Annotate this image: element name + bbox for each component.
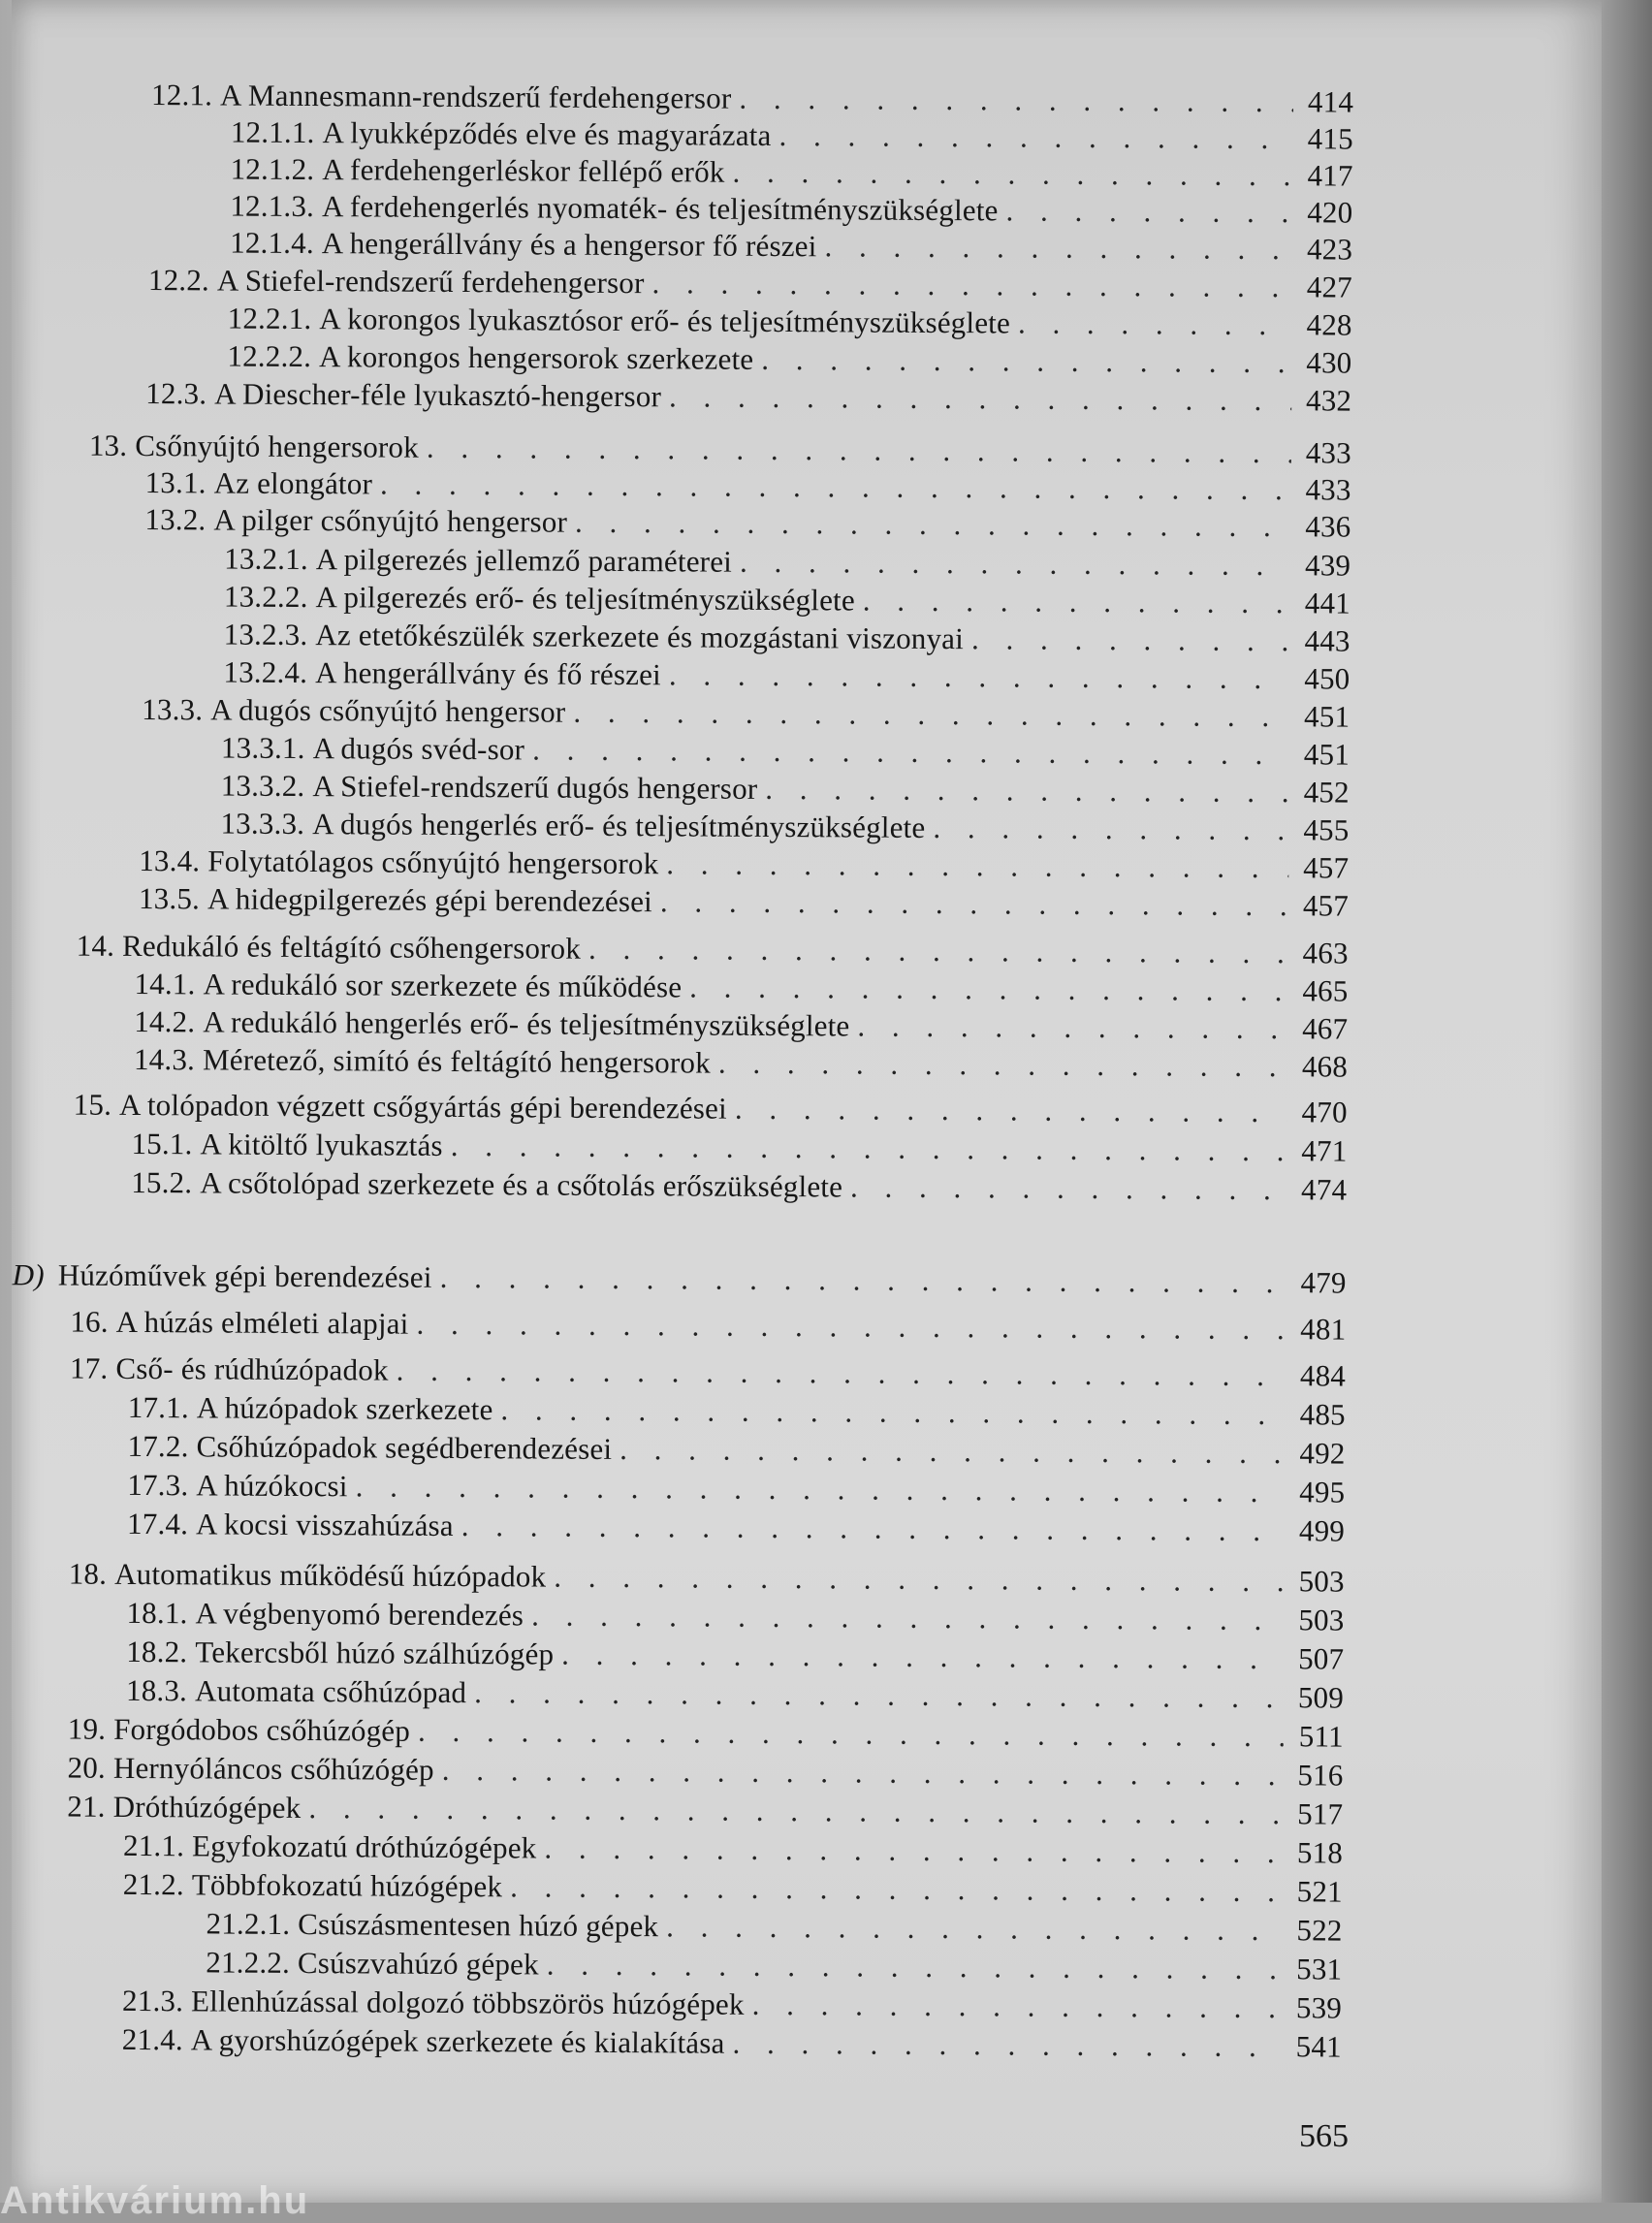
toc-leader (1010, 303, 1292, 344)
toc-leader (567, 503, 1291, 547)
toc-number: 13.2.3. (223, 617, 308, 652)
toc-page: 531 (1296, 1952, 1343, 1986)
toc-number: 15.1. (131, 1126, 193, 1161)
toc-page: 467 (1302, 1011, 1349, 1046)
toc-number: 21.3. (121, 1983, 184, 2018)
toc-title: A hengerállvány és fő részei (315, 655, 662, 692)
toc-page: 450 (1304, 661, 1350, 696)
toc-number: 17.3. (127, 1467, 189, 1503)
toc-leader (524, 730, 1289, 774)
toc-title: A tolópadon végzett csőgyártás gépi berendezései (118, 1087, 727, 1126)
toc-number: 19. (67, 1711, 107, 1746)
toc-title: Automata csőhúzópad (194, 1673, 467, 1710)
toc-page: 433 (1305, 472, 1351, 507)
toc-title: A hengerállvány és a hengersor fő részei (321, 226, 817, 264)
toc-number: 17.4. (127, 1506, 189, 1541)
toc-leader (661, 655, 1290, 698)
toc-number: 16. (70, 1304, 109, 1339)
toc-leader (348, 1467, 1286, 1511)
toc-page: 427 (1306, 270, 1353, 304)
toc-title: A Stiefel-rendszerű ferdehengersor (216, 263, 645, 301)
toc-leader (546, 1558, 1285, 1602)
toc-leader (855, 581, 1290, 622)
toc-page: 503 (1298, 1603, 1345, 1637)
toc-page: 509 (1297, 1680, 1345, 1715)
toc-title: A ferdehengerléskor fellépő erők (322, 152, 725, 189)
toc-leader (524, 1596, 1285, 1639)
toc-page: 463 (1302, 936, 1349, 970)
toc-page: 441 (1304, 586, 1351, 620)
toc-title: A Diescher-féle lyukasztó-hengersor (214, 376, 662, 414)
toc-number: 12.1.3. (230, 188, 315, 224)
toc-leader (724, 2024, 1282, 2067)
toc-page: 522 (1296, 1913, 1343, 1948)
toc-leader (652, 882, 1288, 925)
toc-leader (816, 227, 1292, 269)
toc-leader (771, 116, 1293, 158)
toc-title: A gyorshúzógépek szerkezete és kialakítása (190, 2022, 725, 2060)
toc-number: 20. (67, 1750, 107, 1785)
toc-title: A dugós svéd-sor (312, 731, 525, 767)
toc-page: 468 (1301, 1049, 1349, 1084)
toc-leader (745, 1985, 1283, 2027)
toc-leader (554, 1635, 1284, 1679)
toc-entry (134, 1040, 1348, 1087)
toc-leader (842, 1167, 1287, 1209)
toc-number: 14.1. (134, 966, 196, 1001)
toc-title: A csőtolópad szerkezete és a csőtolás erőszükséglete (200, 1165, 843, 1204)
toc-number: 12.2.1. (227, 301, 312, 336)
toc-leader (682, 968, 1287, 1010)
toc-number: 13.2.2. (223, 579, 308, 615)
toc-title: Ellenhúzással dolgozó többszörös húzógépek (190, 1984, 745, 2021)
toc-number: 21.2. (122, 1866, 184, 1902)
toc-entry (127, 1505, 1345, 1551)
toc-entry (70, 1303, 1346, 1350)
toc-number: 21. (67, 1789, 106, 1824)
toc-page: 481 (1300, 1312, 1347, 1347)
toc-title: Csőnyújtó hengersorok (135, 428, 420, 464)
toc-number: 13.3. (142, 691, 204, 727)
toc-page: 511 (1298, 1719, 1344, 1754)
toc-page: 479 (1300, 1265, 1347, 1300)
toc-leader (443, 1127, 1287, 1170)
toc-leader (434, 1751, 1284, 1794)
toc-leader (492, 1390, 1286, 1434)
toc-title: Csúszásmentesen húzó gépek (298, 1907, 659, 1944)
toc-number: 13.3.1. (220, 730, 305, 766)
toc-page: 423 (1306, 232, 1353, 267)
toc-page: 414 (1307, 84, 1354, 119)
toc-number: 18.3. (125, 1672, 188, 1708)
toc-title: Dróthúzógépek (112, 1789, 302, 1826)
toc-leader (644, 264, 1292, 306)
toc-page: 470 (1301, 1095, 1348, 1129)
toc-title: Redukáló és feltágító csőhengersorok (122, 928, 582, 966)
toc-page: 432 (1305, 383, 1352, 418)
toc-page: 417 (1307, 158, 1353, 193)
toc-title: Csúszvahúzó gépek (297, 1946, 539, 1982)
toc-leader (732, 543, 1290, 586)
toc-number: 18.2. (126, 1634, 188, 1669)
toc-number: 14.3. (133, 1041, 196, 1077)
toc-number: 12.1.1. (230, 114, 315, 150)
toc-number: 12.1. (151, 78, 213, 112)
toc-title: A húzás elméleti alapjai (115, 1304, 409, 1341)
toc-number: 12.1.4. (230, 225, 314, 261)
toc-page: 503 (1298, 1564, 1345, 1599)
toc-leader (753, 340, 1291, 382)
toc-title: A végbenyomó berendezés (195, 1596, 524, 1633)
toc-number: 17. (69, 1350, 109, 1385)
toc-title: Az elongátor (213, 465, 373, 501)
toc-title: A ferdehengerlés nyomaték- és teljesítményszükséglete (321, 189, 999, 228)
toc-title: A kocsi visszahúzása (195, 1507, 454, 1542)
toc-number: 13. (88, 428, 128, 462)
toc-number: 18. (68, 1556, 108, 1591)
toc-leader (998, 191, 1292, 232)
toc-page: 451 (1304, 699, 1350, 734)
toc-leader (612, 1430, 1286, 1473)
toc-title: Többfokozatú húzógépek (191, 1867, 503, 1904)
toc-title: A lyukképződés elve és magyarázata (322, 115, 772, 152)
toc-number: 17.1. (127, 1389, 189, 1425)
toc-leader (432, 1258, 1287, 1302)
toc-number: 13.4. (139, 842, 201, 878)
toc-title: Folytatólagos csőnyújtó hengersorok (207, 843, 659, 881)
toc-page: 457 (1302, 888, 1350, 923)
toc-page: 433 (1305, 435, 1351, 470)
toc-entry (145, 374, 1351, 421)
toc-entry (206, 1904, 1342, 1950)
toc-title: Forgódobos csőhúzógép (113, 1711, 411, 1748)
toc-leader (536, 1829, 1283, 1873)
toc-title: A Mannesmann-rendszerű ferdehengersor (220, 78, 732, 115)
toc-number: 21.2.1. (206, 1906, 291, 1941)
toc-page: 485 (1299, 1397, 1346, 1432)
toc-title: Méretező, simító és feltágító hengersorok (202, 1042, 711, 1080)
toc-page: 428 (1306, 307, 1352, 342)
toc-page: 495 (1299, 1475, 1346, 1509)
toc-title: Egyfokozatú dróthúzógépek (191, 1828, 537, 1865)
toc-number: 13.5. (138, 880, 201, 916)
toc-page: 451 (1303, 737, 1350, 772)
toc-entry (122, 2020, 1342, 2067)
toc-page: 518 (1296, 1835, 1344, 1870)
toc-leader (849, 1006, 1287, 1048)
toc-leader (408, 1305, 1286, 1350)
toc-entry (13, 1255, 1347, 1302)
toc-number: 14. (76, 928, 115, 963)
toc-page: 455 (1303, 812, 1350, 847)
toc-page: 517 (1297, 1796, 1344, 1831)
toc-page: 541 (1295, 2029, 1342, 2064)
toc-number: 12.2.2. (227, 338, 312, 374)
toc-title: Hernyóláncos csőhúzógép (112, 1750, 434, 1787)
toc-leader (658, 1907, 1283, 1950)
toc-number: 12.2. (147, 263, 210, 298)
toc-page: 492 (1299, 1436, 1346, 1471)
toc-title: A Stiefel-rendszerű dugós hengersor (312, 769, 758, 806)
toc-leader (454, 1507, 1286, 1550)
toc-number: 13.1. (144, 465, 206, 500)
toc-title: Automatikus működésű húzópadok (114, 1556, 547, 1594)
toc-title: A redukáló hengerlés erő- és teljesítményszükséglete (203, 1004, 850, 1043)
toc-title: A húzókocsi (196, 1468, 348, 1504)
toc-page: 465 (1302, 973, 1349, 1008)
toc-number: 13.2.4. (223, 654, 308, 690)
toc-page: 499 (1298, 1513, 1346, 1548)
toc-title: Húzóművek gépi berendezései (57, 1257, 432, 1294)
toc-leader (711, 1044, 1287, 1087)
toc-title: A pilgerezés erő- és teljesítményszükséglete (315, 580, 855, 618)
toc-page: 452 (1303, 775, 1350, 810)
toc-leader (539, 1946, 1283, 1989)
toc-leader (661, 377, 1291, 420)
toc-page: 439 (1304, 548, 1351, 583)
toc-page: 516 (1297, 1758, 1344, 1793)
toc-number: 12.3. (145, 376, 207, 411)
toc-title: A korongos lyukasztósor erő- és teljesítményszükséglete (319, 302, 1011, 340)
toc-number: 14.2. (134, 1003, 196, 1039)
toc-page: 457 (1303, 850, 1350, 885)
toc-title: A dugós csőnyújtó hengersor (210, 692, 566, 729)
toc-title: A húzópadok szerkezete (196, 1390, 493, 1427)
toc-page: 539 (1295, 1990, 1343, 2025)
toc-leader (466, 1673, 1284, 1717)
toc-title: Az etetőkészülék szerkezete és mozgástani viszonyai (315, 618, 965, 656)
toc-title: Cső- és rúdhúzópadok (115, 1350, 389, 1387)
toc-title: A kitöltő lyukasztás (200, 1127, 443, 1162)
toc-page: 484 (1299, 1358, 1347, 1393)
toc-number: 21.1. (122, 1827, 185, 1863)
toc-leader (727, 1090, 1287, 1132)
toc-leader (731, 79, 1293, 122)
toc-leader (410, 1712, 1284, 1757)
toc-number: 13.2.1. (224, 541, 308, 577)
toc-leader (724, 153, 1292, 196)
toc-page: 471 (1301, 1133, 1348, 1168)
toc-number: 21.2.2. (206, 1945, 291, 1980)
toc-entry (206, 1943, 1342, 1988)
toc-title: A hidegpilgerezés gépi berendezései (206, 881, 653, 919)
toc-number: 12.1.2. (230, 151, 315, 187)
toc-leader (565, 693, 1289, 737)
toc-leader (658, 844, 1288, 887)
toc-number: 13.3.3. (220, 806, 305, 842)
toc-page: 443 (1304, 623, 1350, 658)
toc-leader (925, 809, 1288, 849)
toc-title: A dugós hengerlés erő- és teljesítményszükséglete (312, 807, 926, 844)
toc-number: D) (12, 1257, 45, 1292)
toc-page: 430 (1306, 345, 1352, 380)
toc-number: 15. (73, 1087, 112, 1122)
toc-leader (301, 1789, 1283, 1833)
toc-title: A redukáló sor szerkezete és működése (203, 967, 683, 1004)
toc-number: 13.2. (144, 502, 206, 537)
page-number: 565 (1299, 2118, 1349, 2154)
toc-page: 436 (1305, 509, 1351, 544)
toc-title: Csőhúzópadok segédberendezései (196, 1429, 613, 1466)
toc-number: 21.4. (121, 2021, 183, 2057)
toc-page: 474 (1301, 1172, 1348, 1207)
watermark: Antikvárium.hu (0, 2179, 310, 2222)
toc-number: 15.2. (131, 1164, 193, 1200)
toc-leader (389, 1351, 1287, 1396)
toc-title: A pilgerezés jellemző paraméterei (315, 542, 733, 579)
toc-leader (502, 1867, 1283, 1911)
toc-leader (964, 619, 1290, 660)
toc-title: Tekercsből húzó szálhúzógép (195, 1635, 555, 1671)
toc-entry (139, 879, 1349, 926)
toc-title: A pilger csőnyújtó hengersor (213, 502, 568, 539)
toc-number: 13.3.2. (220, 768, 305, 804)
toc-title: A korongos hengersorok szerkezete (319, 339, 754, 376)
toc-number: 18.1. (126, 1595, 188, 1631)
toc-leader (757, 770, 1289, 811)
toc-page: 415 (1307, 121, 1353, 156)
toc-entry (131, 1163, 1347, 1210)
toc-leader (581, 930, 1288, 972)
toc-page: 420 (1307, 195, 1353, 230)
toc-page: 507 (1298, 1641, 1345, 1676)
toc-page: 521 (1296, 1874, 1343, 1909)
toc-number: 17.2. (127, 1428, 189, 1464)
